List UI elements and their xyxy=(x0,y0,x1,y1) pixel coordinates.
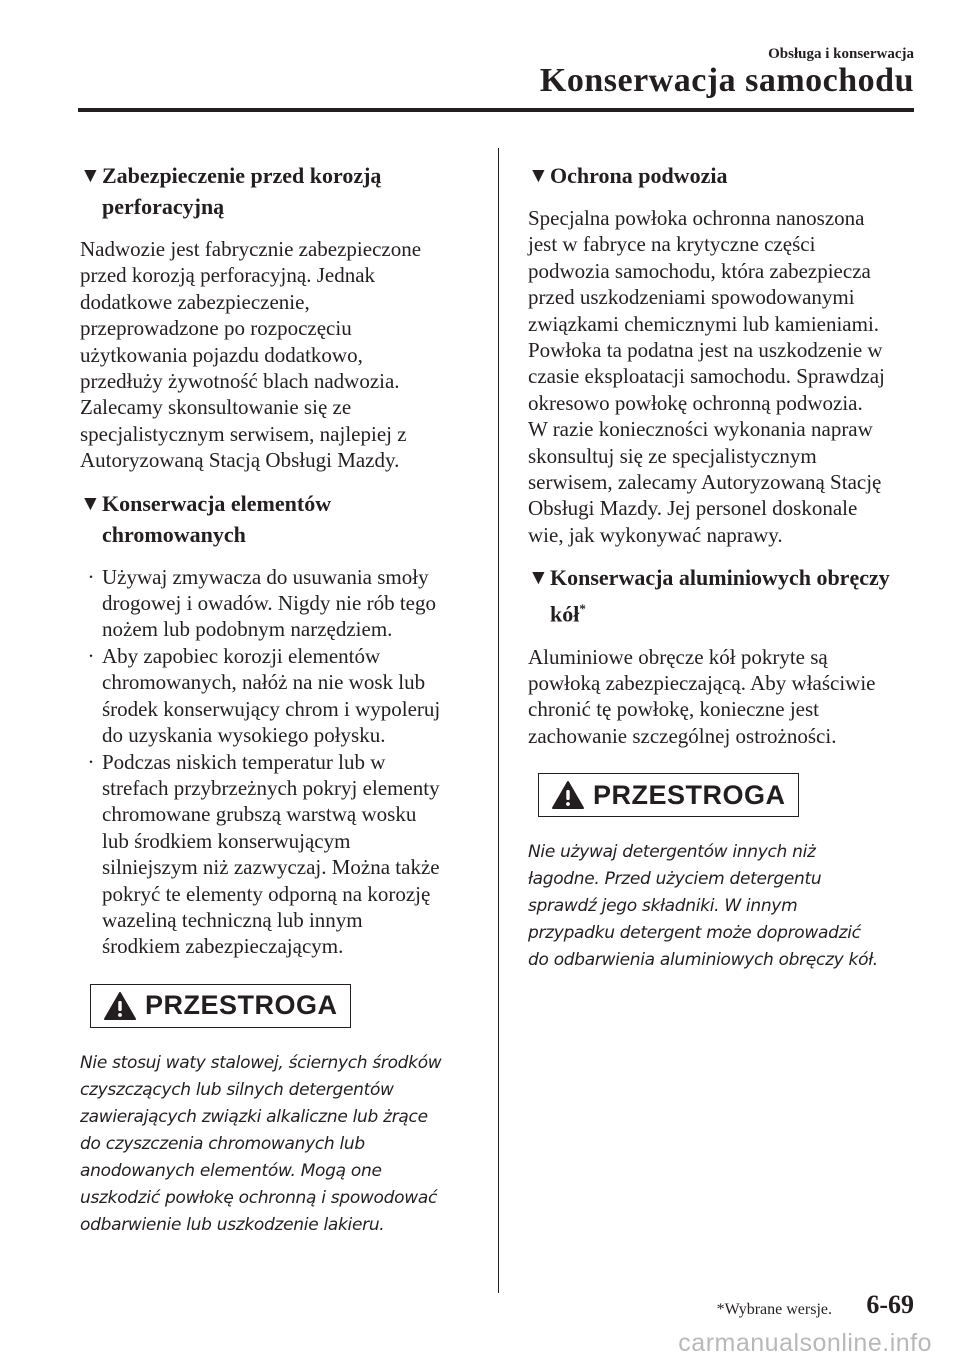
triangle-down-icon: ▼ xyxy=(528,163,549,187)
triangle-down-icon: ▼ xyxy=(80,490,101,515)
section-heading-wheels: ▼ Konserwacja aluminiowych obręczy kół* xyxy=(528,562,916,629)
paragraph-underbody: Specjalna powłoka ochronna nanoszona jest w fabryce na krytyczne części podwozia samochodu, która zabezpiecza przed uszkodzeniami spowodowanymi związkami chemicznymi lub kamieniami. Powłoka ta podatna jest na uszkodzenie w czasie eksploatacji samochodu. Sprawdzaj okresowo powłokę ochronną podwozia. W razie konieczności wykonania napraw skonsultuj się ze specjalistycznym serwisem, zalecamy Autoryzowaną Stację Obsługi Mazdy. Jej personel doskonale wie, jak wykonywać naprawy. xyxy=(528,206,885,547)
list-item: · Używaj zmywacza do usuwania smoły drogowej i owadów. Nigdy nie rób tego nożem lub podobnym narzędziem. xyxy=(80,564,475,643)
warning-icon xyxy=(551,780,585,810)
caution-label: PRZESTROGA xyxy=(593,779,786,810)
bullet-icon: · xyxy=(87,564,95,589)
caution-text-wheels: Nie używaj detergentów innych niż łagodne. Przed użyciem detergentu sprawdź jego składniki. W innym przypadku detergent może doprowadzić do odbarwienia aluminiowych obręczy kół. xyxy=(528,842,878,971)
paragraph-corrosion: Nadwozie jest fabrycznie zabezpieczone przed korozją perforacyjną. Jednak dodatkowe zabezpieczenie, przeprowadzone po rozpoczęciu użytkowania pojazdu dodatkowo, przedłuży żywotność blach nadwozia. Zalecamy skonsultowanie się ze specjalistycznym serwisem, najlepiej z Autoryzowaną Stacją Obsługi Mazdy. xyxy=(80,237,422,473)
bullet-icon: · xyxy=(87,749,95,774)
caution-text-chrome: Nie stosuj waty stalowej, ściernych środków czyszczących lub silnych detergentów zawierających związki alkaliczne lub żrące do czyszczenia chromowanych lub anodowanych elementów. Mogą one uszkodzić powłokę ochronną i spowodować odbarwienie lub uszkodzenie lakieru. xyxy=(80,1052,442,1235)
watermark: carmanualsonline.info xyxy=(678,1329,932,1357)
caution-label: PRZESTROGA xyxy=(145,990,338,1021)
page-title: Konserwacja samochodu xyxy=(539,62,914,99)
column-divider xyxy=(498,148,499,1293)
caution-box xyxy=(90,984,351,1028)
header-rule xyxy=(78,108,914,112)
list-item: · Aby zapobiec korozji elementów chromowanych, nałóż na nie wosk lub środek konserwujący chrom i wypoleruj do uzyskania wysokiego połysku. xyxy=(80,643,475,749)
section-name: Obsługa i konserwacja xyxy=(768,46,914,62)
triangle-down-icon: ▼ xyxy=(80,163,101,187)
warning-icon xyxy=(103,991,137,1021)
section-heading-chrome: ▼ Konserwacja elementów chromowanych xyxy=(80,488,475,550)
page-number: 6-69 xyxy=(866,1290,914,1319)
left-column xyxy=(80,160,475,1239)
right-column xyxy=(528,160,916,974)
bullet-icon: · xyxy=(87,643,95,668)
section-heading-corrosion: ▼ Zabezpieczenie przed korozją perforacyjną xyxy=(80,160,475,222)
bullet-list-chrome xyxy=(80,564,475,960)
caution-box xyxy=(538,773,799,817)
triangle-down-icon: ▼ xyxy=(528,565,549,590)
footnote: *Wybrane wersje. xyxy=(716,1301,832,1318)
section-heading-underbody: ▼ Ochrona podwozia xyxy=(528,160,916,191)
paragraph-wheels: Aluminiowe obręcze kół pokryte są powłoką zabezpieczającą. Aby właściwie chronić tę powłokę, konieczne jest zachowanie szczególnej ostrożności. xyxy=(528,644,876,748)
list-item: · Podczas niskich temperatur lub w strefach przybrzeżnych pokryj elementy chromowane grubszą warstwą wosku lub środkiem konserwującym silniejszym niż zazwyczaj. Można także pokryć te elementy odporną na korozję wazeliną techniczną lub innym środkiem zabezpieczającym. xyxy=(80,749,475,960)
optional-marker: * xyxy=(579,601,586,617)
